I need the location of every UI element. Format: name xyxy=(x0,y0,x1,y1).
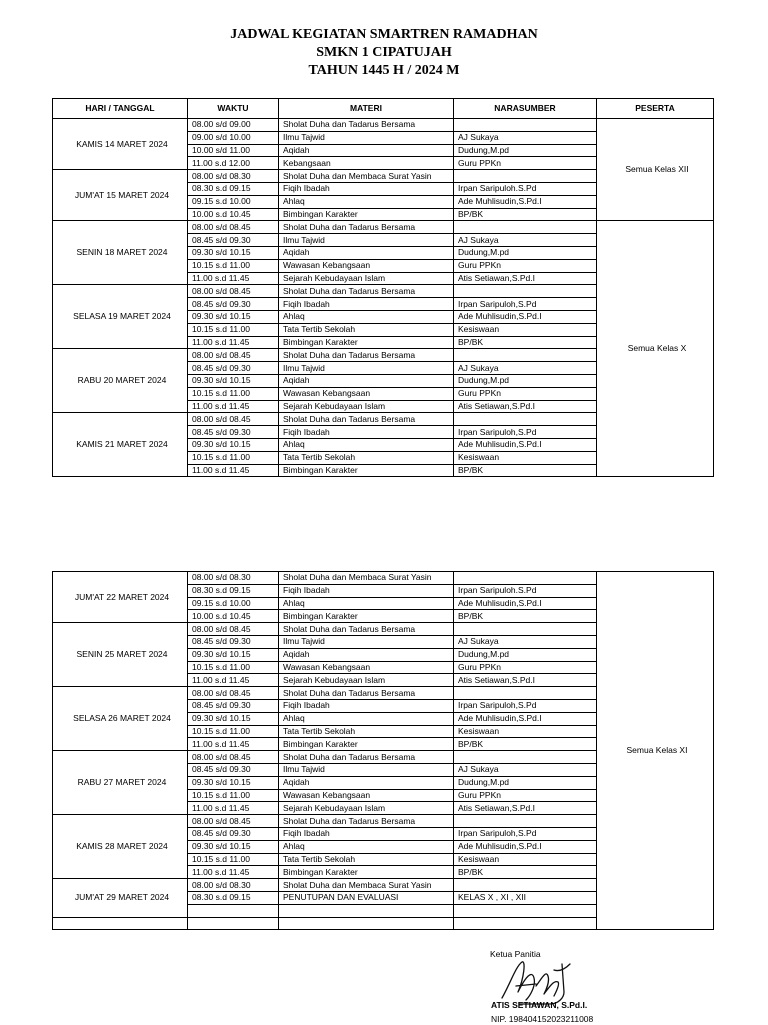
materi-cell: Fiqih Ibadah xyxy=(279,182,454,195)
waktu-cell: 11.00 s.d 11.45 xyxy=(188,336,279,349)
materi-cell: Fiqih Ibadah xyxy=(279,298,454,311)
materi-cell: PENUTUPAN DAN EVALUASI xyxy=(279,891,454,904)
materi-cell: Tata Tertib Sekolah xyxy=(279,725,454,738)
materi-cell: Sejarah Kebudayaan Islam xyxy=(279,272,454,285)
narasumber-cell: BP/BK xyxy=(454,336,597,349)
waktu-cell: 09.30 s/d 10.15 xyxy=(188,776,279,789)
materi-cell: Sholat Duha dan Tadarus Bersama xyxy=(279,221,454,234)
waktu-cell: 10.15 s.d 11.00 xyxy=(188,387,279,400)
waktu-cell: 09.30 s/d 10.15 xyxy=(188,310,279,323)
materi-cell: Sholat Duha dan Membaca Surat Yasin xyxy=(279,170,454,183)
header-hari-tanggal: HARI / TANGGAL xyxy=(53,99,188,119)
materi-cell: Sejarah Kebudayaan Islam xyxy=(279,674,454,687)
materi-cell: Ahlaq xyxy=(279,438,454,451)
narasumber-cell: Atis Setiawan,S.Pd.I xyxy=(454,674,597,687)
narasumber-cell: BP/BK xyxy=(454,738,597,751)
waktu-cell: 11.00 s.d 11.45 xyxy=(188,674,279,687)
narasumber-cell xyxy=(454,879,597,892)
materi-cell: Bimbingan Karakter xyxy=(279,208,454,221)
materi-cell: Bimbingan Karakter xyxy=(279,866,454,879)
waktu-cell: 11.00 s.d 11.45 xyxy=(188,866,279,879)
waktu-cell: 08.30 s.d 09.15 xyxy=(188,891,279,904)
waktu-cell: 08.45 s/d 09.30 xyxy=(188,635,279,648)
day-date-cell: SENIN 25 MARET 2024 xyxy=(53,623,188,687)
materi-cell: Wawasan Kebangsaan xyxy=(279,661,454,674)
materi-cell: Tata Tertib Sekolah xyxy=(279,451,454,464)
waktu-cell: 10.15 s.d 11.00 xyxy=(188,451,279,464)
day-date-cell: SELASA 19 MARET 2024 xyxy=(53,285,188,349)
waktu-cell: 08.45 s/d 09.30 xyxy=(188,763,279,776)
header-narasumber: NARASUMBER xyxy=(454,99,597,119)
waktu-cell: 09.30 s/d 10.15 xyxy=(188,246,279,259)
narasumber-cell xyxy=(454,687,597,700)
narasumber-cell: Irpan Saripuloh,S.Pd xyxy=(454,827,597,840)
narasumber-cell xyxy=(454,904,597,917)
waktu-cell: 08.30 s.d 09.15 xyxy=(188,182,279,195)
waktu-cell: 09.15 s.d 10.00 xyxy=(188,597,279,610)
narasumber-cell: Guru PPKn xyxy=(454,661,597,674)
narasumber-cell: Ade Muhlisudin,S.Pd.I xyxy=(454,712,597,725)
waktu-cell: 09.30 s/d 10.15 xyxy=(188,840,279,853)
waktu-cell: 08.00 s/d 08.45 xyxy=(188,815,279,828)
narasumber-cell: BP/BK xyxy=(454,464,597,477)
materi-cell: Sholat Duha dan Tadarus Bersama xyxy=(279,687,454,700)
materi-cell: Ahlaq xyxy=(279,195,454,208)
materi-cell xyxy=(279,904,454,917)
waktu-cell: 08.00 s/d 08.45 xyxy=(188,623,279,636)
day-date-cell: JUM'AT 29 MARET 2024 xyxy=(53,879,188,917)
day-date-cell: SENIN 18 MARET 2024 xyxy=(53,221,188,285)
waktu-cell: 11.00 s.d 11.45 xyxy=(188,272,279,285)
narasumber-cell: Irpan Saripuloh.S.Pd xyxy=(454,584,597,597)
narasumber-cell: Dudung,M.pd xyxy=(454,776,597,789)
materi-cell: Wawasan Kebangsaan xyxy=(279,259,454,272)
peserta-cell: Semua Kelas X xyxy=(597,221,714,477)
narasumber-cell: Irpan Saripuloh,S.Pd xyxy=(454,298,597,311)
narasumber-cell: Kesiswaan xyxy=(454,323,597,336)
narasumber-cell xyxy=(454,751,597,764)
narasumber-cell xyxy=(454,221,597,234)
schedule-table-2-body xyxy=(53,572,714,930)
materi-cell: Fiqih Ibadah xyxy=(279,699,454,712)
narasumber-cell: Guru PPKn xyxy=(454,387,597,400)
materi-cell: Ilmu Tajwid xyxy=(279,362,454,375)
waktu-cell: 08.00 s/d 08.45 xyxy=(188,221,279,234)
materi-cell: Ahlaq xyxy=(279,597,454,610)
narasumber-cell: Atis Setiawan,S.Pd.I xyxy=(454,400,597,413)
waktu-cell: 08.45 s/d 09.30 xyxy=(188,362,279,375)
narasumber-cell: Atis Setiawan,S.Pd.I xyxy=(454,802,597,815)
table-row xyxy=(53,119,714,132)
materi-cell: Ilmu Tajwid xyxy=(279,635,454,648)
waktu-cell: 10.15 s.d 11.00 xyxy=(188,725,279,738)
header-waktu: WAKTU xyxy=(188,99,279,119)
materi-cell: Sholat Duha dan Tadarus Bersama xyxy=(279,413,454,426)
materi-cell: Bimbingan Karakter xyxy=(279,464,454,477)
doc-title-line-2: SMKN 1 CIPATUJAH xyxy=(316,45,452,60)
schedule-table-1 xyxy=(52,98,714,477)
materi-cell: Sholat Duha dan Tadarus Bersama xyxy=(279,285,454,298)
materi-cell: Ahlaq xyxy=(279,310,454,323)
narasumber-cell: Atis Setiawan,S.Pd.I xyxy=(454,272,597,285)
materi-cell xyxy=(279,917,454,930)
materi-cell: Sholat Duha dan Tadarus Bersama xyxy=(279,349,454,362)
narasumber-cell xyxy=(454,815,597,828)
waktu-cell: 08.00 s/d 08.30 xyxy=(188,170,279,183)
day-date-cell: SELASA 26 MARET 2024 xyxy=(53,687,188,751)
signature-role: Ketua Panitia xyxy=(490,949,541,959)
waktu-cell: 08.00 s/d 08.45 xyxy=(188,413,279,426)
waktu-cell: 10.15 s.d 11.00 xyxy=(188,259,279,272)
narasumber-cell: Ade Muhlisudin,S.Pd.I xyxy=(454,195,597,208)
day-date-cell: JUM'AT 22 MARET 2024 xyxy=(53,572,188,623)
materi-cell: Sholat Duha dan Tadarus Bersama xyxy=(279,623,454,636)
materi-cell: Aqidah xyxy=(279,246,454,259)
materi-cell: Ahlaq xyxy=(279,840,454,853)
materi-cell: Bimbingan Karakter xyxy=(279,738,454,751)
waktu-cell: 10.00 s.d 10.45 xyxy=(188,208,279,221)
waktu-cell: 08.00 s/d 09.00 xyxy=(188,119,279,132)
materi-cell: Ilmu Tajwid xyxy=(279,234,454,247)
narasumber-cell xyxy=(454,170,597,183)
waktu-cell: 10.00 s/d 11.00 xyxy=(188,144,279,157)
narasumber-cell: AJ Sukaya xyxy=(454,763,597,776)
narasumber-cell: AJ Sukaya xyxy=(454,362,597,375)
materi-cell: Wawasan Kebangsaan xyxy=(279,789,454,802)
waktu-cell: 10.15 s.d 11.00 xyxy=(188,789,279,802)
narasumber-cell: Dudung,M.pd xyxy=(454,144,597,157)
narasumber-cell xyxy=(454,623,597,636)
waktu-cell xyxy=(188,904,279,917)
day-date-cell: KAMIS 14 MARET 2024 xyxy=(53,119,188,170)
narasumber-cell: BP/BK xyxy=(454,610,597,623)
narasumber-cell: Kesiswaan xyxy=(454,853,597,866)
narasumber-cell xyxy=(454,285,597,298)
day-date-cell: JUM'AT 15 MARET 2024 xyxy=(53,170,188,221)
waktu-cell: 11.00 s.d 11.45 xyxy=(188,802,279,815)
materi-cell: Kebangsaan xyxy=(279,157,454,170)
materi-cell: Ilmu Tajwid xyxy=(279,131,454,144)
waktu-cell: 08.45 s/d 09.30 xyxy=(188,827,279,840)
waktu-cell: 08.00 s/d 08.45 xyxy=(188,349,279,362)
waktu-cell: 09.30 s/d 10.15 xyxy=(188,648,279,661)
waktu-cell: 08.45 s/d 09.30 xyxy=(188,699,279,712)
materi-cell: Aqidah xyxy=(279,648,454,661)
day-date-cell: RABU 27 MARET 2024 xyxy=(53,751,188,815)
doc-title-line-3: TAHUN 1445 H / 2024 M xyxy=(308,63,460,78)
materi-cell: Sejarah Kebudayaan Islam xyxy=(279,802,454,815)
table-row xyxy=(53,221,714,234)
narasumber-cell: Dudung,M.pd xyxy=(454,246,597,259)
narasumber-cell: Dudung,M.pd xyxy=(454,648,597,661)
header-materi: MATERI xyxy=(279,99,454,119)
materi-cell: Ahlaq xyxy=(279,712,454,725)
materi-cell: Fiqih Ibadah xyxy=(279,584,454,597)
narasumber-cell: Irpan Saripuloh,S.Pd xyxy=(454,426,597,439)
peserta-cell: Semua Kelas XII xyxy=(597,119,714,221)
day-date-cell: KAMIS 21 MARET 2024 xyxy=(53,413,188,477)
narasumber-cell: Dudung,M.pd xyxy=(454,374,597,387)
waktu-cell: 08.00 s/d 08.45 xyxy=(188,751,279,764)
waktu-cell: 09.15 s.d 10.00 xyxy=(188,195,279,208)
narasumber-cell: Irpan Saripuloh,S.Pd xyxy=(454,699,597,712)
schedule-table-1-body xyxy=(53,119,714,477)
materi-cell: Sholat Duha dan Membaca Surat Yasin xyxy=(279,572,454,585)
narasumber-cell: Guru PPKn xyxy=(454,157,597,170)
narasumber-cell xyxy=(454,119,597,132)
waktu-cell: 10.00 s.d 10.45 xyxy=(188,610,279,623)
waktu-cell: 11.00 s.d 12.00 xyxy=(188,157,279,170)
materi-cell: Fiqih Ibadah xyxy=(279,827,454,840)
header-peserta: PESERTA xyxy=(597,99,714,119)
narasumber-cell: Guru PPKn xyxy=(454,259,597,272)
materi-cell: Aqidah xyxy=(279,374,454,387)
materi-cell: Aqidah xyxy=(279,776,454,789)
narasumber-cell: AJ Sukaya xyxy=(454,234,597,247)
waktu-cell: 08.00 s/d 08.30 xyxy=(188,879,279,892)
narasumber-cell: BP/BK xyxy=(454,866,597,879)
narasumber-cell: Kesiswaan xyxy=(454,451,597,464)
table-header-row xyxy=(53,99,714,119)
waktu-cell: 09.00 s/d 10.00 xyxy=(188,131,279,144)
materi-cell: Bimbingan Karakter xyxy=(279,610,454,623)
peserta-cell: Semua Kelas XI xyxy=(597,572,714,930)
waktu-cell: 10.15 s.d 11.00 xyxy=(188,853,279,866)
materi-cell: Bimbingan Karakter xyxy=(279,336,454,349)
materi-cell: Ilmu Tajwid xyxy=(279,763,454,776)
waktu-cell: 08.00 s/d 08.30 xyxy=(188,572,279,585)
doc-title-line-1: JADWAL KEGIATAN SMARTREN RAMADHAN xyxy=(230,27,538,42)
narasumber-cell xyxy=(454,917,597,930)
materi-cell: Sholat Duha dan Membaca Surat Yasin xyxy=(279,879,454,892)
waktu-cell: 08.45 s/d 09.30 xyxy=(188,298,279,311)
table-row xyxy=(53,572,714,585)
narasumber-cell: Kesiswaan xyxy=(454,725,597,738)
materi-cell: Wawasan Kebangsaan xyxy=(279,387,454,400)
narasumber-cell xyxy=(454,572,597,585)
narasumber-cell: KELAS X , XI , XII xyxy=(454,891,597,904)
materi-cell: Aqidah xyxy=(279,144,454,157)
narasumber-cell: Ade Muhlisudin,S.Pd.I xyxy=(454,438,597,451)
day-date-cell: RABU 20 MARET 2024 xyxy=(53,349,188,413)
waktu-cell: 11.00 s.d 11.45 xyxy=(188,738,279,751)
materi-cell: Fiqih Ibadah xyxy=(279,426,454,439)
materi-cell: Sejarah Kebudayaan Islam xyxy=(279,400,454,413)
waktu-cell: 10.15 s.d 11.00 xyxy=(188,323,279,336)
narasumber-cell: Guru PPKn xyxy=(454,789,597,802)
waktu-cell: 10.15 s.d 11.00 xyxy=(188,661,279,674)
schedule-table-2 xyxy=(52,571,714,930)
waktu-cell: 11.00 s.d 11.45 xyxy=(188,464,279,477)
narasumber-cell: AJ Sukaya xyxy=(454,635,597,648)
waktu-cell: 08.30 s.d 09.15 xyxy=(188,584,279,597)
waktu-cell: 11.00 s.d 11.45 xyxy=(188,400,279,413)
signature-nip: NIP. 198404152023211008 xyxy=(491,1014,594,1024)
narasumber-cell: Ade Muhlisudin,S.Pd.I xyxy=(454,840,597,853)
waktu-cell: 09.30 s/d 10.15 xyxy=(188,438,279,451)
materi-cell: Sholat Duha dan Tadarus Bersama xyxy=(279,119,454,132)
waktu-cell: 09.30 s/d 10.15 xyxy=(188,712,279,725)
day-date-cell: KAMIS 28 MARET 2024 xyxy=(53,815,188,879)
waktu-cell: 08.45 s/d 09.30 xyxy=(188,426,279,439)
waktu-cell: 09.30 s/d 10.15 xyxy=(188,374,279,387)
materi-cell: Sholat Duha dan Tadarus Bersama xyxy=(279,751,454,764)
materi-cell: Tata Tertib Sekolah xyxy=(279,853,454,866)
materi-cell: Sholat Duha dan Tadarus Bersama xyxy=(279,815,454,828)
narasumber-cell: AJ Sukaya xyxy=(454,131,597,144)
signature-name: ATIS SETIAWAN, S.Pd.I. xyxy=(491,1000,588,1010)
waktu-cell xyxy=(188,917,279,930)
narasumber-cell: Irpan Saripuloh.S.Pd xyxy=(454,182,597,195)
waktu-cell: 08.45 s/d 09.30 xyxy=(188,234,279,247)
narasumber-cell xyxy=(454,349,597,362)
waktu-cell: 08.00 s/d 08.45 xyxy=(188,285,279,298)
waktu-cell: 08.00 s/d 08.45 xyxy=(188,687,279,700)
materi-cell: Tata Tertib Sekolah xyxy=(279,323,454,336)
day-date-cell xyxy=(53,917,188,930)
narasumber-cell: BP/BK xyxy=(454,208,597,221)
narasumber-cell xyxy=(454,413,597,426)
narasumber-cell: Ade Muhlisudin,S.Pd.I xyxy=(454,597,597,610)
narasumber-cell: Ade Muhlisudin,S.Pd.I xyxy=(454,310,597,323)
